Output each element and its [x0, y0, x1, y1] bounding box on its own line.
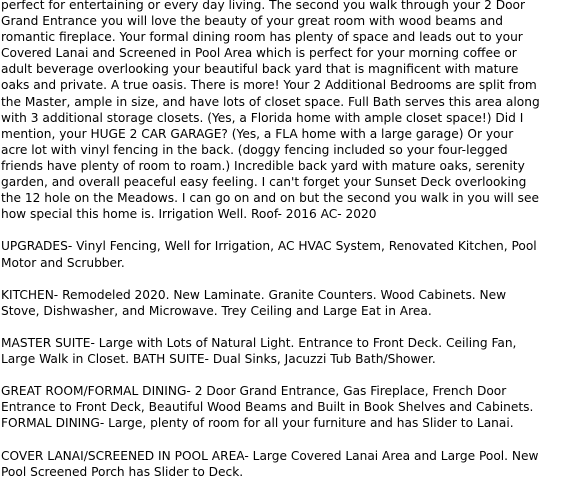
- text-line: adult beverage overlooking your beautiful back yard that is magnificent with mature: [1, 62, 519, 77]
- text-line: how special this home is. Irrigation Well. Roof- 2016 AC- 2020: [1, 207, 377, 222]
- paragraph-kitchen: [1, 287, 575, 319]
- text-line: garden, and overall peaceful easy feeling. I can't forget your Sunset Deck overlooking: [1, 175, 527, 190]
- text-line: GREAT ROOM/FORMAL DINING- 2 Door Grand Entrance, Gas Fireplace, French Door: [1, 384, 507, 399]
- paragraph-master-suite: [1, 335, 575, 367]
- paragraph-great-room: [1, 383, 575, 431]
- text-line: mention, your HUGE 2 CAR GARAGE? (Yes, a FLA home with a large garage) Or your: [1, 126, 514, 141]
- listing-description: [1, 0, 575, 496]
- text-line: Grand Entrance you will love the beauty of your great room with wood beams and: [1, 14, 503, 29]
- paragraph-upgrades: [1, 238, 575, 270]
- paragraph-description: [1, 0, 575, 222]
- text-line: KITCHEN- Remodeled 2020. New Laminate. Granite Counters. Wood Cabinets. New: [1, 287, 507, 302]
- text-line: Stove, Dishwasher, and Microwave. Trey Ceiling and Large Eat in Area.: [1, 303, 432, 318]
- paragraph-lanai: [1, 448, 575, 480]
- text-line: friends have plenty of room to roam.) Incredible back yard with mature oaks, serenity: [1, 158, 525, 173]
- text-line: FORMAL DINING- Large, plenty of room for all your furniture and has Slider to Lanai.: [1, 416, 514, 431]
- text-line: perfect for entertaining or every day living. The second you walk through your 2 Door: [1, 0, 526, 12]
- text-line: Motor and Scrubber.: [1, 255, 125, 270]
- text-line: romantic fireplace. Your formal dining room has plenty of space and leads out to your: [1, 30, 523, 45]
- text-line: COVER LANAI/SCREENED IN POOL AREA- Large Covered Lanai Area and Large Pool. New: [1, 448, 539, 463]
- text-line: the 12 hole on the Meadows. I can go on and on but the second you walk in you will see: [1, 191, 540, 206]
- text-line: with 3 additional storage closets. (Yes, a Florida home with ample closet space!) Did I: [1, 110, 524, 125]
- text-line: oaks and private. A true oasis. There is more! Your 2 Additional Bedrooms are split from: [1, 78, 537, 93]
- text-line: MASTER SUITE- Large with Lots of Natural Light. Entrance to Front Deck. Ceiling Fan,: [1, 335, 517, 350]
- text-line: Covered Lanai and Screened in Pool Area which is perfect for your morning coffee or: [1, 46, 517, 61]
- text-line: UPGRADES- Vinyl Fencing, Well for Irrigation, AC HVAC System, Renovated Kitchen, Pool: [1, 239, 537, 254]
- text-line: Large Walk in Closet. BATH SUITE- Dual Sinks, Jacuzzi Tub Bath/Shower.: [1, 352, 436, 367]
- text-line: Pool Screened Porch has Slider to Deck.: [1, 464, 244, 479]
- text-line: Entrance to Front Deck, Beautiful Wood Beams and Built in Book Shelves and Cabinets.: [1, 400, 534, 415]
- text-line: the Master, ample in size, and have lots of closet space. Full Bath serves this area along: [1, 94, 540, 109]
- text-line: acre lot with vinyl fencing in the back. (doggy fencing included so your four-legged: [1, 142, 508, 157]
